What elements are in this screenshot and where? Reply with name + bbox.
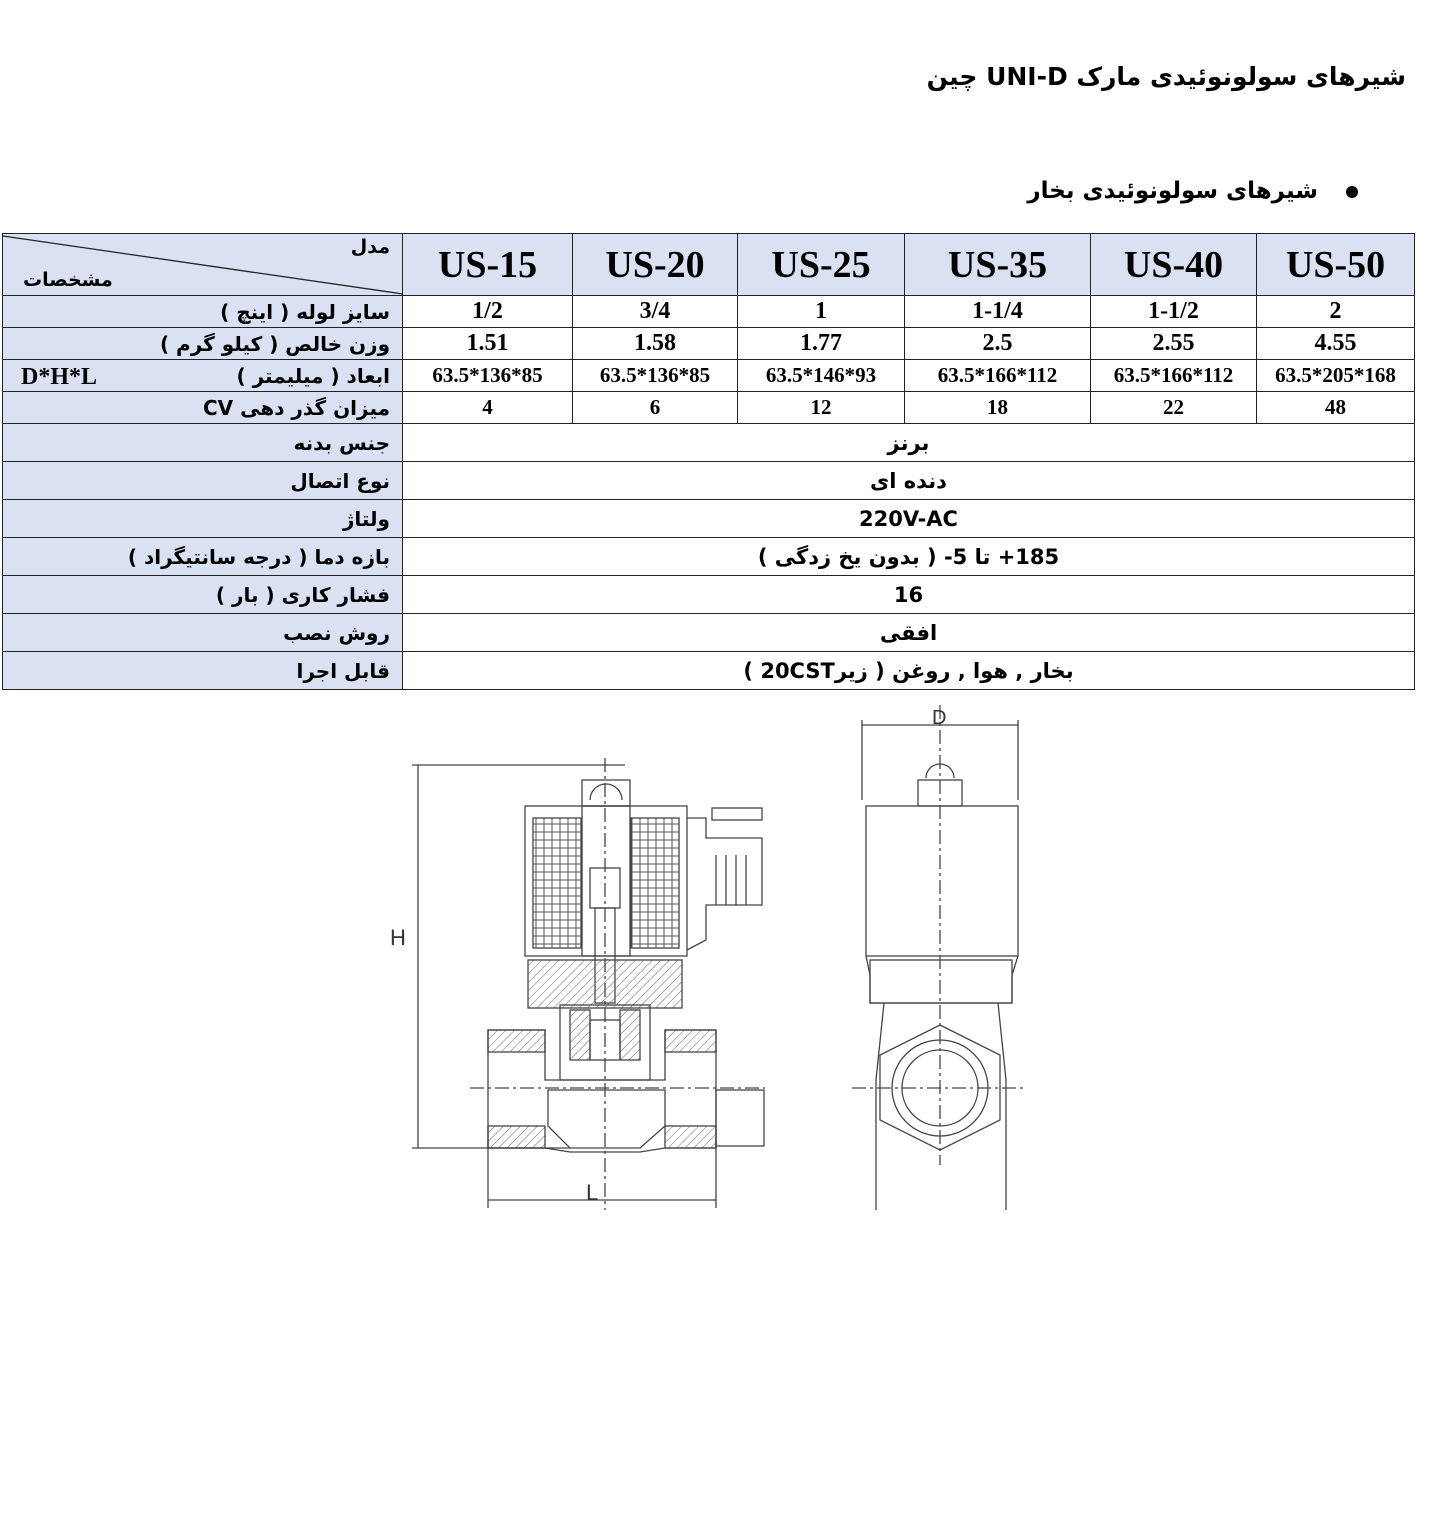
section-heading: شیرهای سولونوئیدی بخار xyxy=(1027,178,1318,204)
merged-cell: 185+ تا 5- ( بدون یخ زدگی ) xyxy=(403,538,1415,576)
table-row xyxy=(3,360,1415,392)
table-cell: 63.5*205*168 xyxy=(1257,360,1415,392)
table-cell: 1.51 xyxy=(403,328,573,360)
table-cell: 6 xyxy=(573,392,738,424)
bullet-icon xyxy=(1346,186,1358,198)
spec-table xyxy=(2,233,1415,690)
table-cell: 63.5*136*85 xyxy=(573,360,738,392)
corner-spec-label: مشخصات xyxy=(23,269,113,291)
row-label: جنس بدنه xyxy=(3,424,403,462)
row-label: قابل اجرا xyxy=(3,652,403,690)
dimension-label-d: D xyxy=(932,707,947,729)
table-header-row xyxy=(3,234,1415,296)
table-cell: 2.55 xyxy=(1091,328,1257,360)
table-cell: 1 xyxy=(738,296,905,328)
table-cell: 3/4 xyxy=(573,296,738,328)
table-row xyxy=(3,500,1415,538)
table-row xyxy=(3,538,1415,576)
table-cell: 48 xyxy=(1257,392,1415,424)
merged-cell: افقی xyxy=(403,614,1415,652)
table-row xyxy=(3,328,1415,360)
model-header: US-20 xyxy=(573,234,738,296)
valve-technical-drawing xyxy=(380,700,1060,1220)
table-row xyxy=(3,576,1415,614)
row-label: میزان گذر دهی CV xyxy=(3,392,403,424)
table-cell: 1-1/4 xyxy=(905,296,1091,328)
table-cell: 2.5 xyxy=(905,328,1091,360)
table-row xyxy=(3,392,1415,424)
dimension-label-l: L xyxy=(586,1180,599,1205)
table-cell: 1.77 xyxy=(738,328,905,360)
table-cell: 63.5*136*85 xyxy=(403,360,573,392)
table-cell: 12 xyxy=(738,392,905,424)
dimension-order-label: D*H*L xyxy=(21,364,98,390)
row-label: نوع اتصال xyxy=(3,462,403,500)
row-label: بازه دما ( درجه سانتیگراد ) xyxy=(3,538,403,576)
table-cell: 4 xyxy=(403,392,573,424)
table-cell: 1-1/2 xyxy=(1091,296,1257,328)
merged-cell: دنده ای xyxy=(403,462,1415,500)
table-cell: 4.55 xyxy=(1257,328,1415,360)
table-cell: 63.5*146*93 xyxy=(738,360,905,392)
model-header: US-35 xyxy=(905,234,1091,296)
table-cell: 63.5*166*112 xyxy=(905,360,1091,392)
row-label: ولتاژ xyxy=(3,500,403,538)
table-cell: 63.5*166*112 xyxy=(1091,360,1257,392)
model-header: US-40 xyxy=(1091,234,1257,296)
table-corner-cell xyxy=(3,234,403,296)
table-cell: 1/2 xyxy=(403,296,573,328)
model-header: US-15 xyxy=(403,234,573,296)
model-header: US-25 xyxy=(738,234,905,296)
side-view xyxy=(852,705,1025,1210)
document-title: شیرهای سولونوئیدی مارک UNI-D چین xyxy=(926,62,1406,91)
table-row xyxy=(3,296,1415,328)
row-label: فشار کاری ( بار ) xyxy=(3,576,403,614)
dimension-label-h: H xyxy=(390,925,406,950)
row-label: ابعاد ( میلیمتر ) xyxy=(236,363,390,388)
corner-model-label: مدل xyxy=(350,236,390,258)
table-cell: 1.58 xyxy=(573,328,738,360)
table-row xyxy=(3,652,1415,690)
row-label-cell xyxy=(3,360,403,392)
table-cell: 2 xyxy=(1257,296,1415,328)
table-cell: 22 xyxy=(1091,392,1257,424)
table-row xyxy=(3,424,1415,462)
row-label: روش نصب xyxy=(3,614,403,652)
table-cell: 18 xyxy=(905,392,1091,424)
merged-cell: 220V-AC xyxy=(403,500,1415,538)
model-header: US-50 xyxy=(1257,234,1415,296)
row-label: وزن خالص ( کیلو گرم ) xyxy=(3,328,403,360)
front-view xyxy=(412,758,765,1210)
merged-cell: 16 xyxy=(403,576,1415,614)
table-row xyxy=(3,614,1415,652)
merged-cell: برنز xyxy=(403,424,1415,462)
row-label: سایز لوله ( اینچ ) xyxy=(3,296,403,328)
merged-cell: بخار , هوا , روغن ( زیر20CST ) xyxy=(403,652,1415,690)
table-row xyxy=(3,462,1415,500)
